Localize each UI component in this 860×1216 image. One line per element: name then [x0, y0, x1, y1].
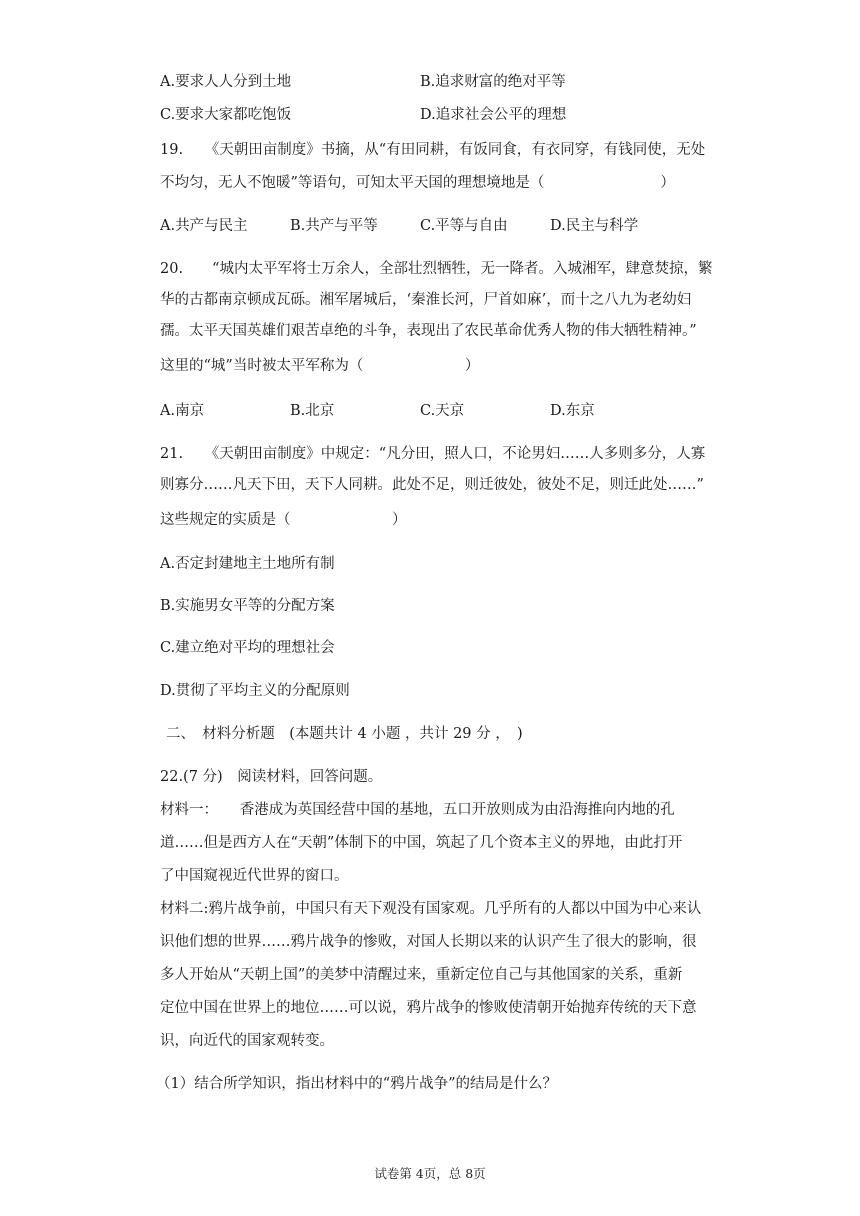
q19-option-c: C.平等与自由: [420, 218, 508, 234]
section2-title: 二、 材料分析题 (本题共计 4 小题 ，共计 29 分 ， ): [166, 726, 523, 742]
q21-option-d: D.贯彻了平均主义的分配原则: [160, 683, 350, 699]
q21-stem-line2: 则寡分……凡天下田，天下人同耕。此处不足，则迁彼处，彼处不足，则迁此处……”: [160, 477, 704, 493]
q22-material2-line5: 识，向近代的国家观转变。: [160, 1033, 334, 1049]
q22-material2-line4: 定位中国在世界上的地位……可以说，鸦片战争的惨败使清朝开始抛弃传统的天下意: [160, 1000, 697, 1016]
q19-option-d: D.民主与科学: [550, 218, 639, 234]
q22-material1-line2: 道……但是西方人在“天朝”体制下的中国，筑起了几个资本主义的界地，由此打开: [160, 835, 683, 851]
q20-option-d: D.东京: [550, 403, 595, 419]
q22-subquestion-1: （1）结合所学知识，指出材料中的“鸦片战争”的结局是什么？: [156, 1076, 558, 1092]
q18-option-c: C.要求大家都吃饱饭: [160, 107, 292, 123]
q20-option-b: B.北京: [290, 403, 335, 419]
q20-stem-line3: 孺。太平天国英雄们艰苦卓绝的斗争，表现出了农民革命优秀人物的伟大牺牲精神。”: [160, 323, 697, 339]
q21-stem-line1: 21. 《天朝田亩制度》中规定：“凡分田，照人口，不论男妇……人多则多分，人寡: [160, 446, 706, 462]
q20-option-a: A.南京: [160, 403, 205, 419]
q21-option-a: A.否定封建地主土地所有制: [160, 556, 335, 572]
q21-option-b: B.实施男女平等的分配方案: [160, 598, 335, 614]
q21-stem-line3: 这些规定的实质是（ ）: [160, 512, 407, 528]
q20-stem-line2: 华的古都南京顿成瓦砾。湘军屠城后，‘秦淮长河，尸首如麻’，而十之八九为老幼妇: [160, 292, 692, 308]
q19-option-b: B.共产与平等: [290, 218, 378, 234]
page-footer: 试卷第 4页，总 8页: [374, 1166, 486, 1181]
q22-material2-line2: 识他们想的世界……鸦片战争的惨败，对国人长期以来的认识产生了很大的影响，很: [160, 934, 697, 950]
q20-stem-line1: 20. “城内太平军将士万余人，全部壮烈牺牲，无一降者。入城湘军，肆意焚掠，繁: [160, 261, 713, 277]
q22-head: 22.(7 分) 阅读材料，回答问题。: [160, 769, 383, 785]
q21-option-c: C.建立绝对平均的理想社会: [160, 640, 335, 656]
q22-material2-line1: 材料二:鸦片战争前，中国只有天下观没有国家观。几乎所有的人都以中国为中心来认: [160, 901, 702, 917]
q20-option-c: C.天京: [420, 403, 465, 419]
q20-stem-line4: 这里的“城”当时被太平军称为（ ）: [160, 358, 480, 374]
q22-material1-line3: 了中国窥视近代世界的窗口。: [160, 868, 349, 884]
q22-material2-line3: 多人开始从“天朝上国”的美梦中清醒过来，重新定位自己与其他国家的关系，重新: [160, 967, 683, 983]
q18-option-a: A.要求人人分到土地: [160, 74, 292, 90]
q22-material1-line1: 材料一： 香港成为英国经营中国的基地，五口开放则成为由沿海推向内地的孔: [160, 802, 675, 818]
q19-stem-line2: 不均匀，无人不饱暖”等语句，可知太平天国的理想境地是（ ）: [160, 175, 675, 191]
q19-stem-line1: 19. 《天朝田亩制度》书摘，从“有田同耕，有饭同食，有衣同穿，有钱同使，无处: [160, 142, 706, 158]
q19-option-a: A.共产与民主: [160, 218, 248, 234]
q18-option-b: B.追求财富的绝对平等: [420, 74, 566, 90]
q18-option-d: D.追求社会公平的理想: [420, 107, 567, 123]
